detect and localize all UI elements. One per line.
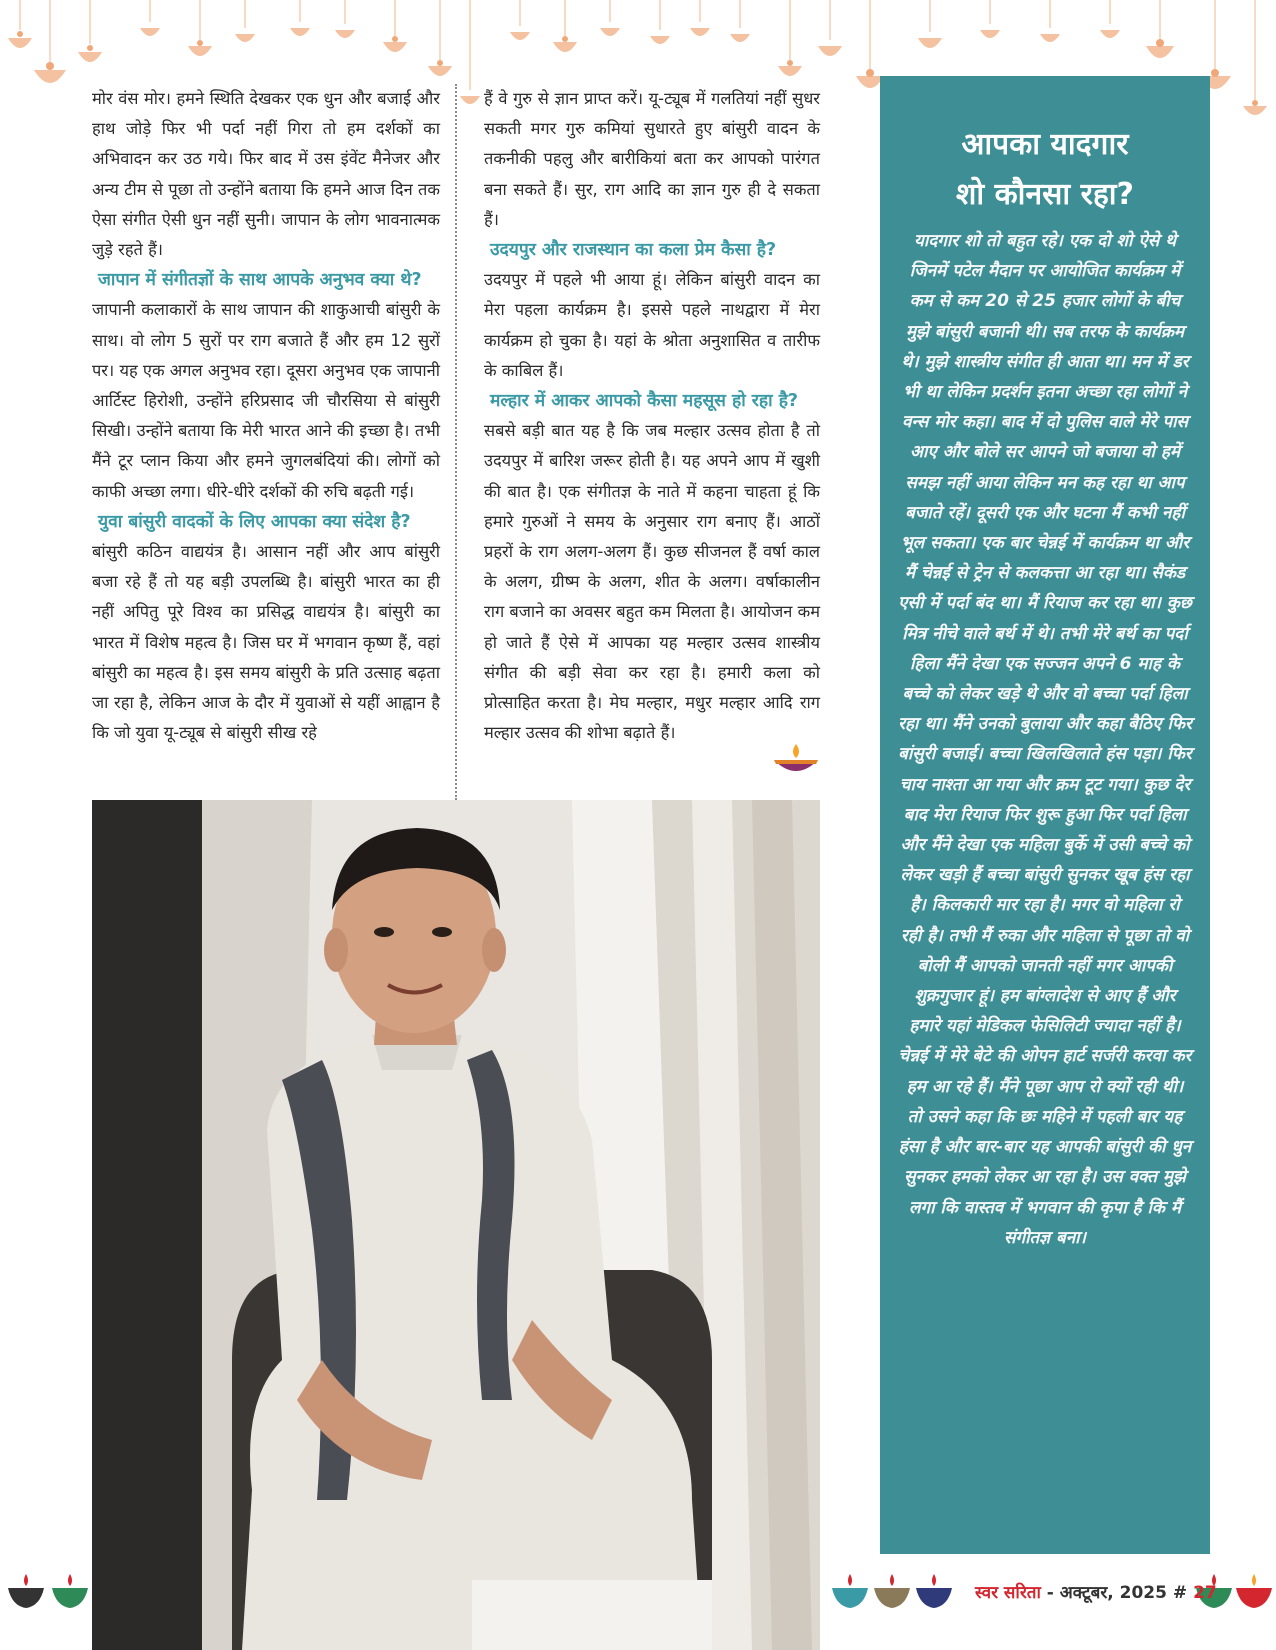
sidebar-title-line-2: शो कौनसा रहा? [956,177,1134,212]
question-heading: युवा बांसुरी वादकों के लिए आपका क्या संदेश है? [98,511,411,532]
question-heading: मल्हार में आकर आपको कैसा महसूस हो रहा है? [490,391,799,412]
footer-separator: - [1040,1583,1060,1603]
footer-hash: # [1166,1583,1194,1603]
answer-paragraph: जापानी कलाकारों के साथ जापान की शाकुआची बांसुरी के साथ। वो लोग 5 सुरों पर राग बजाते हैं और हम 12 सुरों पर। यह एक अगल अनुभव रहा। दूसरा अनुभव एक जापानी आर्टिस्ट हिरोशी, उन्होंने हरिप्रसाद जी चौरसिया से बांसुरी सिखी। उन्होंने बताया कि मेरी भारत आने की इच्छा है। तभी मैंने टूर प्लान किया और हमने जुगलबंदियां की। लोगों को काफी अच्छा लगा। धीरे-धीरे दर्शकों की रुचि बढ़ती गई। [92,300,440,501]
column-divider [455,84,457,800]
issue-date: अक्टूबर, 2025 [1059,1583,1167,1603]
paragraph: हैं वे गुरु से ज्ञान प्राप्त करें। यू-ट्यूब में गलतियां नहीं सुधर सकती मगर गुरु कमियां सुधारते हुए बांसुरी वादन के तकनीकी पहलु और बारीकियां बता कर आपको पारंगत बना सकते हैं। सुर, राग आदि का ज्ञान गुरु ही दे सकता हैं। [484,89,820,229]
article-column-left [92,84,440,748]
musician-photo [92,800,820,1650]
question-heading: जापान में संगीतज्ञों के साथ आपके अनुभव क्या थे? [98,270,422,291]
sidebar-title-line-1: आपका यादगार [961,127,1129,162]
article-column-middle [484,84,820,748]
sidebar-title [880,76,1210,220]
answer-paragraph: बांसुरी कठिन वाद्ययंत्र है। आसान नहीं और आप बांसुरी बजा रहे हैं तो यह बड़ी उपलब्धि है। बांसुरी भारत का ही नहीं अपितु पूरे विश्व का प्रसिद्ध वाद्ययंत्र है। बांसुरी का भारत में विशेष महत्व है। जिस घर में भगवान कृष्ण हैं, वहां बांसुरी का महत्व है। इस समय बांसुरी के प्रति उत्साह बढ़ता जा रहा है, लेकिन आज के दौर में युवाओं से यहीं आह्वान है कि जो युवा यू-ट्यूब से बांसुरी सीख रहे [92,542,440,743]
answer-paragraph: उदयपुर में पहले भी आया हूं। लेकिन बांसुरी वादन का मेरा पहला कार्यक्रम है। इससे पहले नाथद्वारा में मेरा कार्यक्रम हो चुका है। यहां के श्रोता अनुशासित व तारीफ के काबिल हैं। [484,270,820,380]
page-number: 27 [1193,1583,1217,1603]
footer-folio [975,1580,1217,1603]
question-heading: उदयपुर और राजस्थान का कला प्रेम कैसा है? [490,240,777,261]
sidebar-box [880,76,1210,1554]
photo-illustration [92,800,820,1650]
magazine-name: स्वर सरिता [975,1583,1041,1603]
answer-paragraph: सबसे बड़ी बात यह है कि जब मल्हार उत्सव होता है तो उदयपुर में बारिश जरूर होती है। यह अपने आप में खुशी की बात है। एक संगीतज्ञ के नाते में कहना चाहता हूं कि हमारे गुरुओं ने समय के अनुसार राग बनाए हैं। आठों प्रहरों के राग अलग-अलग हैं। कुछ सीजनल हैं वर्षा काल के अलग, ग्रीष्म के अलग, शीत के अलग। वर्षाकालीन राग बजाने का अवसर बहुत कम मिलता है। आयोजन कम हो जाते हैं ऐसे में आपका यह मल्हार उत्सव शास्त्रीय संगीत की बड़ी सेवा कर रहा है। हमारी कला को प्रोत्साहित करता है। मेघ मल्हार, मधुर मल्हार आदि राग मल्हार उत्सव की शोभा बढ़ाते हैं। [484,421,820,743]
diya-icon [770,742,822,780]
paragraph: मोर वंस मोर। हमने स्थिति देखकर एक धुन और बजाई और हाथ जोड़े फिर भी पर्दा नहीं गिरा तो हम दर्शकों का अभिवादन कर उठ गये। फिर बाद में उस इंवेंट मैनेजर और अन्य टीम से पूछा तो उन्होंने बताया कि हमने आज दिन तक ऐसा संगीत ऐसी धुन नहीं सुनी। जापान के लोग भावनात्मक जुड़े रहते हैं। [92,89,440,260]
sidebar-body-text: यादगार शो तो बहुत रहे। एक दो शो ऐसे थे जिनमें पटेल मैदान पर आयोजित कार्यक्रम में कम से कम 20 से 25 हजार लोगों के बीच मुझे बांसुरी बजानी थी। सब तरफ के कार्यक्रम थे। मुझे शास्त्रीय संगीत ही आता था। मन में डर भी था लेकिन प्रदर्शन इतना अच्छा रहा लोगों ने वन्स मोर कहा। बाद में दो पुलिस वाले मेरे पास आए और बोले सर आपने जो बजाया वो हमें समझ नहीं आया लेकिन मन कह रहा था आप बजाते रहें। दूसरी एक और घटना मैं कभी नहीं भूल सकता। एक बार चेन्नई में कार्यक्रम था और मैं चेन्नई से ट्रेन से कलकत्ता आ रहा था। सैकंड एसी में पर्दा बंद था। मैं रियाज कर रहा था। कुछ मित्र नीचे वाले बर्थ में थे। तभी मेरे बर्थ का पर्दा हिला मैंने देखा एक सज्जन अपने 6 माह के बच्चे को लेकर खड़े थे और वो बच्चा पर्दा हिला रहा था। मैंने उनको बुलाया और कहा बैठिए फिर बांसुरी बजाई। बच्चा खिलखिलाते हंस पड़ा। फिर चाय नाश्ता आ गया और क्रम टूट गया। कुछ देर बाद मेरा रियाज फिर शुरू हुआ फिर पर्दा हिला और मैंने देखा एक महिला बुर्के में उसी बच्चे को लेकर खड़ी हैं बच्चा बांसुरी सुनकर खूब हंस रहा है। किलकारी मार रहा है। मगर वो महिला रो रही है। तभी मैं रुका और महिला से पूछा तो वो बोली मैं आपको जानती नहीं मगर आपकी शुक्रगुजार हूं। हम बांग्लादेश से आए हैं और हमारे यहां मेडिकल फेसिलिटी ज्यादा नहीं है। चेन्नई में मेरे बेटे की ओपन हार्ट सर्जरी करवा कर हम आ रहे हैं। मैंने पूछा आप रो क्यों रही थी। तो उसने कहा कि छः महिने में पहली बार यह हंसा है और बार-बार यह आपकी बांसुरी की धुन सुनकर हमको लेकर आ रहा है। उस वक्त मुझे लगा कि वास्तव में भगवान की कृपा है कि मैं संगीतज्ञ बना। [898,231,1192,1248]
